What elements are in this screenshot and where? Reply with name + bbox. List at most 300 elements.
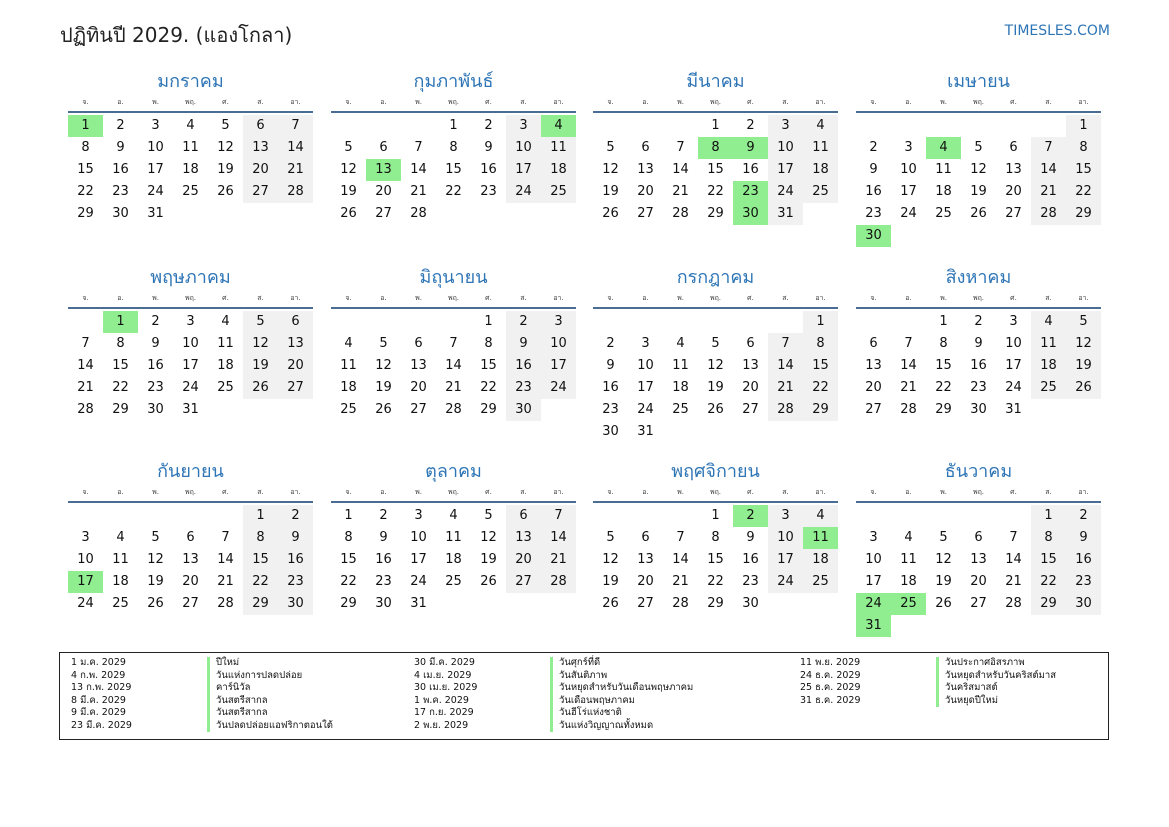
day-cell: 23 (506, 377, 541, 399)
weekday-label: อ. (117, 488, 124, 496)
day-cell: 15 (243, 549, 278, 571)
day-cell: 9 (116, 140, 125, 155)
month-divider (593, 307, 838, 309)
day-cell: 13 (410, 358, 427, 373)
day-cell: 3 (414, 508, 423, 523)
day-cell: 29 (243, 593, 278, 615)
day-cell: 29 (935, 402, 952, 417)
day-cell: 20 (182, 574, 199, 589)
day-cell: 3 (768, 115, 803, 137)
day-cell: 12 (375, 358, 392, 373)
day-cell: 30 (970, 402, 987, 417)
holiday-name: วันหยุดปีใหม่ (936, 695, 998, 708)
day-cell: 8 (243, 527, 278, 549)
weekday-label: พฤ. (184, 98, 197, 106)
day-cell: 22 (803, 377, 838, 399)
day-cell: 13 (865, 358, 882, 373)
day-cell: 28 (217, 596, 234, 611)
day-cell: 31 (637, 424, 654, 439)
day-cell: 28 (541, 571, 576, 593)
day-cell: 20 (278, 355, 313, 377)
day-cell: 21 (77, 380, 94, 395)
day-cell: 1 (939, 314, 948, 329)
month-name: พฤศจิกายน (671, 461, 760, 482)
holiday-date: 30 มี.ค. 2029 (414, 657, 475, 668)
day-cell: 14 (445, 358, 462, 373)
day-cell: 6 (278, 311, 313, 333)
weekday-label: ส. (257, 488, 264, 496)
day-cell: 11 (340, 358, 357, 373)
month-10 (331, 462, 576, 615)
day-cell: 10 (182, 336, 199, 351)
day-cell: 30 (1066, 593, 1101, 615)
day-cell: 9 (746, 530, 755, 545)
day-cell: 24 (768, 571, 803, 593)
day-grid (856, 311, 1101, 421)
empty-cell (138, 505, 173, 527)
day-cell: 20 (970, 574, 987, 589)
day-cell: 8 (711, 530, 720, 545)
day-cell: 24 (900, 206, 917, 221)
day-cell: 2 (869, 140, 878, 155)
day-cell: 9 (151, 336, 160, 351)
day-cell: 7 (904, 336, 913, 351)
weekday-label: พฤ. (447, 488, 460, 496)
holiday-row (71, 719, 333, 733)
weekday-label: อา. (815, 98, 826, 106)
day-cell: 11 (541, 137, 576, 159)
holiday-name: วันหยุดสำหรับวันคริสต์มาส (936, 670, 1056, 683)
day-cell: 11 (217, 336, 234, 351)
weekday-label: พฤ. (709, 488, 722, 496)
day-cell: 15 (1031, 549, 1066, 571)
holiday-column (71, 657, 333, 732)
day-cell: 13 (1005, 162, 1022, 177)
empty-cell (331, 115, 366, 137)
day-cell: 18 (900, 574, 917, 589)
weekday-label: อ. (905, 294, 912, 302)
empty-cell (996, 505, 1031, 527)
day-cell: 26 (1066, 377, 1101, 399)
weekday-label: พ. (415, 98, 422, 106)
holiday-date: 23 มี.ค. 2029 (71, 719, 132, 731)
weekday-label: อา. (290, 294, 301, 302)
day-cell: 25 (445, 574, 462, 589)
holiday-date: 1 พ.ค. 2029 (414, 694, 469, 706)
site-link[interactable]: TIMESLES.COM (1004, 23, 1110, 39)
weekday-label: อ. (117, 294, 124, 302)
day-cell: 17 (410, 552, 427, 567)
month-divider (68, 307, 313, 309)
day-cell: 15 (77, 162, 94, 177)
month-12 (856, 462, 1101, 637)
day-cell: 21 (1031, 181, 1066, 203)
day-cell: 7 (768, 333, 803, 355)
day-cell: 4 (1031, 311, 1066, 333)
day-cell: 18 (112, 574, 129, 589)
day-cell: 10 (768, 527, 803, 549)
weekday-header (331, 484, 576, 500)
month-name: ธันวาคม (944, 461, 1013, 482)
empty-cell (663, 115, 698, 137)
day-cell: 5 (606, 530, 615, 545)
weekday-label: พ. (677, 488, 684, 496)
weekday-label: จ. (870, 98, 877, 106)
day-cell: 23 (865, 206, 882, 221)
weekday-header (68, 94, 313, 110)
weekday-label: อา. (1078, 98, 1089, 106)
holiday-name: วันปลดปล่อยแอฟริกาตอนใต้ (207, 720, 333, 733)
day-cell: 15 (445, 162, 462, 177)
day-cell: 14 (410, 162, 427, 177)
day-cell: 14 (672, 162, 689, 177)
day-cell: 21 (217, 574, 234, 589)
weekday-label: พฤ. (447, 294, 460, 302)
holiday-date: 2 พ.ย. 2029 (414, 719, 469, 731)
holiday-day-cell: 24 (856, 593, 891, 615)
holiday-row (800, 694, 999, 708)
day-cell: 19 (147, 574, 164, 589)
holiday-day-cell: 1 (68, 115, 103, 137)
day-cell: 19 (243, 355, 278, 377)
day-cell: 24 (541, 377, 576, 399)
day-cell: 13 (742, 358, 759, 373)
day-cell: 26 (147, 596, 164, 611)
day-cell: 22 (445, 184, 462, 199)
day-cell: 11 (935, 162, 952, 177)
day-cell: 30 (278, 593, 313, 615)
day-cell: 3 (151, 118, 160, 133)
day-cell: 2 (1066, 505, 1101, 527)
holiday-day-cell: 13 (366, 159, 401, 181)
day-cell: 21 (672, 574, 689, 589)
day-cell: 22 (1031, 571, 1066, 593)
holiday-day-cell: 23 (733, 181, 768, 203)
weekday-label: จ. (82, 488, 89, 496)
day-cell: 19 (1066, 355, 1101, 377)
day-cell: 3 (186, 314, 195, 329)
day-cell: 3 (869, 530, 878, 545)
holiday-row (414, 669, 608, 683)
weekday-label: พ. (940, 488, 947, 496)
day-grid (593, 115, 838, 225)
day-cell: 23 (147, 380, 164, 395)
day-cell: 3 (541, 311, 576, 333)
empty-cell (926, 505, 961, 527)
weekday-label: จ. (345, 294, 352, 302)
day-cell: 27 (637, 596, 654, 611)
day-cell: 19 (970, 184, 987, 199)
weekday-label: พฤ. (709, 294, 722, 302)
day-cell: 10 (410, 530, 427, 545)
month-divider (856, 501, 1101, 503)
day-cell: 10 (865, 552, 882, 567)
day-cell: 17 (900, 184, 917, 199)
day-cell: 11 (1031, 333, 1066, 355)
day-cell: 14 (1005, 552, 1022, 567)
holiday-row (800, 657, 1025, 670)
holiday-day-cell: 9 (733, 137, 768, 159)
month-name: มีนาคม (686, 71, 745, 92)
holiday-day-cell: 11 (803, 527, 838, 549)
day-cell: 15 (935, 358, 952, 373)
empty-cell (103, 505, 138, 527)
day-cell: 25 (803, 181, 838, 203)
month-divider (856, 111, 1101, 113)
day-cell: 22 (112, 380, 129, 395)
day-cell: 10 (77, 552, 94, 567)
day-cell: 10 (768, 137, 803, 159)
holiday-date: 30 เม.ย. 2029 (414, 682, 478, 693)
day-cell: 27 (637, 206, 654, 221)
day-cell: 25 (1031, 377, 1066, 399)
empty-cell (366, 311, 401, 333)
day-cell: 15 (112, 358, 129, 373)
day-cell: 27 (182, 596, 199, 611)
day-cell: 16 (865, 184, 882, 199)
weekday-header (856, 94, 1101, 110)
weekday-label: ศ. (747, 294, 754, 302)
day-cell: 28 (672, 206, 689, 221)
day-cell: 18 (340, 380, 357, 395)
day-cell: 6 (641, 530, 650, 545)
weekday-header (331, 94, 576, 110)
empty-cell (628, 505, 663, 527)
holiday-date: 4 เม.ย. 2029 (414, 669, 472, 681)
weekday-label: ศ. (1010, 98, 1017, 106)
day-cell: 25 (340, 402, 357, 417)
weekday-label: อา. (815, 488, 826, 496)
day-cell: 9 (506, 333, 541, 355)
weekday-label: อ. (380, 294, 387, 302)
day-cell: 9 (278, 527, 313, 549)
day-cell: 29 (707, 596, 724, 611)
day-cell: 18 (803, 549, 838, 571)
weekday-header (593, 290, 838, 306)
day-cell: 6 (1009, 140, 1018, 155)
day-grid (593, 505, 838, 615)
day-cell: 6 (746, 336, 755, 351)
day-cell: 27 (865, 402, 882, 417)
day-cell: 9 (1066, 527, 1101, 549)
holiday-name: วันเดือนพฤษภาคม (550, 695, 635, 708)
empty-cell (593, 115, 628, 137)
day-cell: 17 (1005, 358, 1022, 373)
day-cell: 23 (480, 184, 497, 199)
day-cell: 23 (742, 574, 759, 589)
day-cell: 27 (278, 377, 313, 399)
day-cell: 4 (803, 505, 838, 527)
day-cell: 23 (112, 184, 129, 199)
day-cell: 6 (506, 505, 541, 527)
weekday-label: พฤ. (972, 294, 985, 302)
weekday-label: พฤ. (184, 488, 197, 496)
weekday-label: ส. (520, 98, 527, 106)
day-cell: 17 (768, 159, 803, 181)
day-cell: 5 (151, 530, 160, 545)
day-cell: 18 (672, 380, 689, 395)
day-cell: 20 (637, 574, 654, 589)
weekday-label: ส. (257, 294, 264, 302)
day-cell: 27 (506, 571, 541, 593)
day-cell: 12 (707, 358, 724, 373)
holiday-row (414, 707, 622, 720)
day-cell: 1 (243, 505, 278, 527)
weekday-label: จ. (607, 98, 614, 106)
day-cell: 22 (77, 184, 94, 199)
month-divider (68, 501, 313, 503)
day-cell: 26 (217, 184, 234, 199)
day-cell: 21 (1005, 574, 1022, 589)
day-cell: 12 (480, 530, 497, 545)
weekday-label: ส. (1045, 98, 1052, 106)
day-cell: 26 (243, 377, 278, 399)
day-cell: 10 (147, 140, 164, 155)
empty-cell (856, 311, 891, 333)
holiday-date: 31 ธ.ค. 2029 (800, 694, 861, 706)
empty-cell (663, 505, 698, 527)
month-8 (856, 268, 1101, 421)
weekday-label: พ. (152, 98, 159, 106)
empty-cell (173, 505, 208, 527)
day-cell: 18 (541, 159, 576, 181)
day-cell: 1 (803, 311, 838, 333)
holiday-name: วันสตรีสากล (207, 707, 268, 720)
day-cell: 7 (81, 336, 90, 351)
day-cell: 29 (1031, 593, 1066, 615)
holiday-day-cell: 17 (68, 571, 103, 593)
day-cell: 10 (541, 333, 576, 355)
weekday-label: อา. (290, 488, 301, 496)
day-cell: 8 (484, 336, 493, 351)
day-cell: 12 (340, 162, 357, 177)
day-cell: 15 (707, 162, 724, 177)
day-cell: 11 (182, 140, 199, 155)
day-cell: 13 (278, 333, 313, 355)
day-cell: 23 (1066, 571, 1101, 593)
day-cell: 2 (606, 336, 615, 351)
holiday-day-cell: 2 (733, 505, 768, 527)
weekday-label: อ. (642, 294, 649, 302)
day-cell: 17 (506, 159, 541, 181)
holiday-date: 24 ธ.ค. 2029 (800, 669, 861, 681)
weekday-label: อา. (553, 98, 564, 106)
day-cell: 10 (900, 162, 917, 177)
holiday-name: คาร์นิวัล (207, 682, 250, 695)
day-grid (856, 505, 1101, 637)
day-cell: 12 (243, 333, 278, 355)
holiday-row (414, 719, 654, 733)
day-cell: 28 (77, 402, 94, 417)
day-cell: 21 (541, 549, 576, 571)
day-cell: 22 (480, 380, 497, 395)
day-cell: 2 (278, 505, 313, 527)
empty-cell (593, 505, 628, 527)
day-cell: 13 (182, 552, 199, 567)
day-cell: 21 (410, 184, 427, 199)
day-cell: 24 (182, 380, 199, 395)
weekday-label: พ. (940, 98, 947, 106)
weekday-label: อา. (553, 488, 564, 496)
day-cell: 2 (116, 118, 125, 133)
weekday-label: อา. (290, 98, 301, 106)
day-cell: 7 (449, 336, 458, 351)
day-cell: 23 (375, 574, 392, 589)
day-cell: 6 (414, 336, 423, 351)
weekday-label: พฤ. (447, 98, 460, 106)
day-cell: 14 (768, 355, 803, 377)
day-grid (856, 115, 1101, 247)
day-cell: 19 (480, 552, 497, 567)
day-grid (68, 505, 313, 615)
day-cell: 9 (484, 140, 493, 155)
empty-cell (961, 115, 996, 137)
day-cell: 17 (541, 355, 576, 377)
day-cell: 8 (344, 530, 353, 545)
day-cell: 9 (379, 530, 388, 545)
day-cell: 11 (112, 552, 129, 567)
day-cell: 24 (410, 574, 427, 589)
day-cell: 2 (746, 118, 755, 133)
day-cell: 28 (1031, 203, 1066, 225)
weekday-label: อ. (905, 488, 912, 496)
day-cell: 16 (1066, 549, 1101, 571)
weekday-label: ศ. (747, 98, 754, 106)
holiday-date: 8 มี.ค. 2029 (71, 694, 126, 706)
weekday-label: จ. (345, 98, 352, 106)
day-cell: 1 (711, 508, 720, 523)
weekday-label: อา. (815, 294, 826, 302)
weekday-label: อ. (905, 98, 912, 106)
day-cell: 6 (974, 530, 983, 545)
day-cell: 3 (768, 505, 803, 527)
day-cell: 30 (147, 402, 164, 417)
day-grid (593, 311, 838, 443)
weekday-label: ส. (782, 294, 789, 302)
weekday-header (68, 484, 313, 500)
month-name: สิงหาคม (945, 267, 1012, 288)
weekday-label: จ. (82, 98, 89, 106)
day-cell: 6 (379, 140, 388, 155)
holiday-day-cell: 25 (891, 593, 926, 615)
day-cell: 27 (1005, 206, 1022, 221)
day-cell: 27 (243, 181, 278, 203)
holiday-row (800, 669, 1057, 683)
month-11 (593, 462, 838, 615)
day-cell: 20 (637, 184, 654, 199)
day-cell: 7 (278, 115, 313, 137)
weekday-label: ส. (1045, 294, 1052, 302)
weekday-label: ส. (520, 294, 527, 302)
day-cell: 29 (707, 206, 724, 221)
day-cell: 7 (221, 530, 230, 545)
empty-cell (401, 115, 436, 137)
day-cell: 29 (340, 596, 357, 611)
day-cell: 4 (186, 118, 195, 133)
day-cell: 5 (939, 530, 948, 545)
holiday-date: 13 ก.พ. 2029 (71, 682, 132, 693)
empty-cell (628, 311, 663, 333)
holiday-day-cell: 30 (733, 203, 768, 225)
day-cell: 17 (768, 549, 803, 571)
day-cell: 24 (147, 184, 164, 199)
day-cell: 29 (480, 402, 497, 417)
month-7 (593, 268, 838, 443)
day-cell: 22 (935, 380, 952, 395)
weekday-label: อ. (117, 98, 124, 106)
day-cell: 14 (77, 358, 94, 373)
holiday-date: 1 ม.ค. 2029 (71, 657, 126, 668)
